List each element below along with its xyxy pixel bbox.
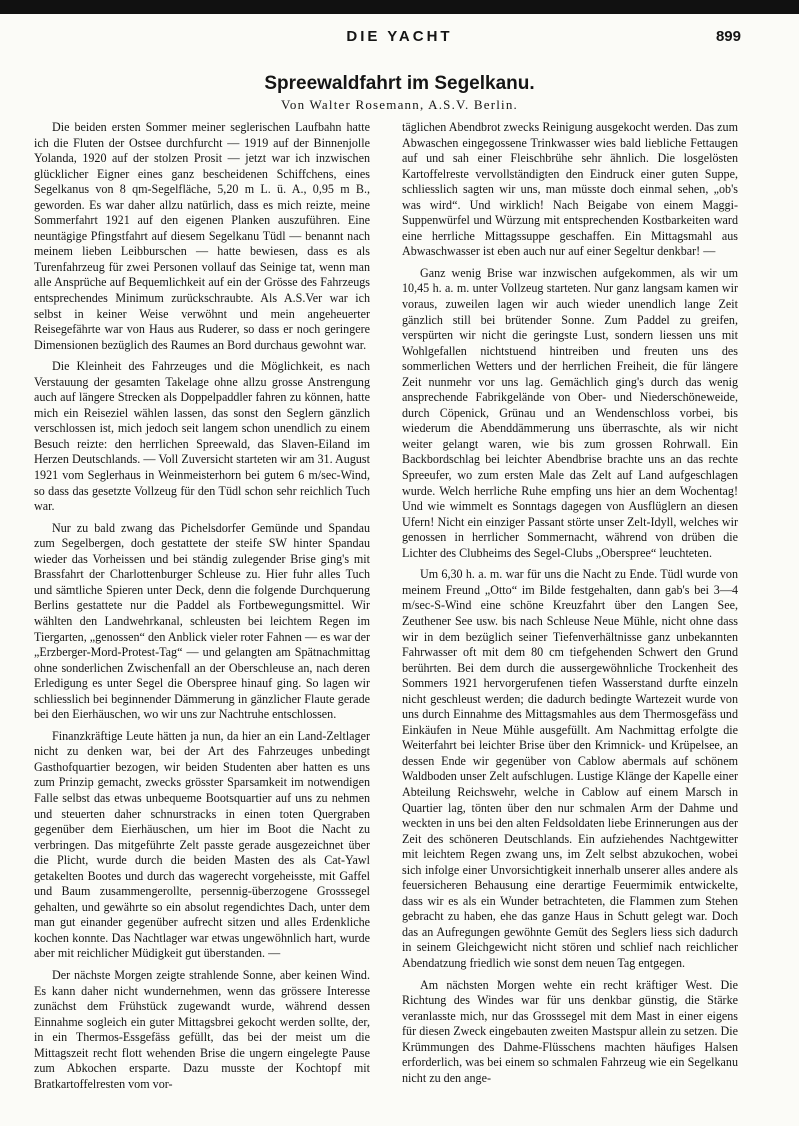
paragraph: Am nächsten Morgen wehte ein recht kräftiger West. Die Richtung des Windes war für uns denkbar günstig, die Stärke veranlasste mich, nur das Grosssegel mit dem Mast in einer eigens für diesen Zweck eingebauten zweiten Mastspur allein zu setzen. Die Krümmungen des Dahme-Flüsschens machten häufiges Halsen erforderlich, was bei einem so schmalen Fahrzeug wie ein Segelkanu nicht zu den ange-	[402, 977, 738, 1085]
article-title: Spreewaldfahrt im Segelkanu.	[264, 73, 535, 94]
page-number: 899	[715, 28, 741, 45]
paragraph: Die beiden ersten Sommer meiner seglerischen Laufbahn hatte ich die Fluten der Ostsee durchfurcht — 1919 auf der Binnenjolle Yolanda, 1920 auf der stolzen Prosit — jetzt war ich inzwischen glücklicher Eigner eines ganz bescheidenen Schiffchens, eines Segelkanus von 8 qm-Segelfläche, 5,20 m L. ü. A., 0,95 m B., geworden. Es war daher allzu natürlich, dass es mich reizte, meine Sommerfahrt 1921 auf den eigenen Planken auszuführen. Eine neuntägige Pfingstfahrt auf diesem Segelkanu Tüdl — benannt nach meinem lieben Leibburschen — hatte bewiesen, dass es als Turenfahrzeug für zwei Personen vollauf das Seinige tat, wenn man alle Ansprüche auf Bequemlichkeit auf ein der Grösse des Fahrzeugs entsprechendes Minimum zurückschraubte. Als A.S.Ver war ich selbst in keiner Weise verwöhnt und mein angeheuerter Reisegefährte war von Haus aus Ruderer, so dass er noch geringere Dimensionen bezüglich des Raumes an Bord durchaus gewohnt war.	[34, 120, 370, 352]
journal-title: DIE YACHT	[346, 28, 453, 45]
paragraph: Nur zu bald zwang das Pichelsdorfer Gemünde und Spandau zum Segelbergen, doch gestattete der steife SW hinter Spandau wieder das Vorheissen und bei ständig zulegender Brise ging's mit Brassfahrt der Charlottenburger Schleuse zu. Hier fuhr alles Tuch und sämtliche Spieren unter Deck, denn die folgende Durchquerung Berlins gestattete nur die Paddel als Fortbewegungsmittel. Wir wählten den Landwehrkanal, schleusten bei leichtem Regen im Tiergarten, „genossen“ den Anblick vieler roter Fahnen — es war der „Erzberger-Mord-Protest-Tag“ — und gelangten am Spätnachmittag ohne sonderlichen Zwischenfall an der Oberschleuse an, nach deren Erledigung es unter Segel die Oberspree hinauf ging. So lagen wir schliesslich bei beginnender Dämmerung in gänzlicher Flaute gerade bei den Eierhäuschen, wo wir uns zur Nachtruhe entschlossen.	[34, 520, 370, 722]
paragraph: Um 6,30 h. a. m. war für uns die Nacht zu Ende. Tüdl wurde von meinem Freund „Otto“ im Bilde festgehalten, dann gab's bei 3—4 m/sec-S-Wind eine schöne Kreuzfahrt über den Langen See, Zeuthener See usw. bis nach Schleuse Neue Mühle, nicht ohne dass wir in dem bezüglich seiner Tiefenverhältnisse ganz unbekannten Fahrwasser oft mit dem 80 cm tiefgehenden Schwert den Grund berührten. Bei dem durch die aussergewöhnliche Trockenheit des Sommers 1921 hervorgerufenen tiefen Wasserstand durfte einzeln nicht geschleust werden; die dadurch bedingte Wartezeit wurde von uns durch Einnahme des Mittagsmahles aus dem Thermosgefäss und Einkäufen in Neue Mühle ausgefüllt. Am Nachmittag erfolgte die Weiterfahrt bei leichter Brise über den Krimnick- und Krüpelsee, an dessen Ende wir gegenüber von Cablow abermals auf schönem Waldboden unser Zelt aufschlugen. Lustige Klänge der Kapelle einer Abteilung Reichswehr, welche in Cablow auf einem Marsch in Quartier lag, tönten über den nur schmalen Arm der Dahme und weckten in uns bei den alten Feldsoldaten liebe Erinnerungen aus der Zeit des schöneren Deutschlands. Ein aufziehendes Nachtgewitter mit leichtem Regen zwang uns, im Zelt selbst abzukochen, wobei sich infolge einer Unvorsichtigkeit innerhalb unserer alles andere als feuersicheren Behausung eine derartige Feuermimik entwickelte, dass wir es als ein Wunder betrachteten, die Flammen zum Stehen gebracht zu haben, ehe das ganze Haus in Schutt gelegt war. Doch das an Aufregungen gewöhnte Gemüt des Seglers liess sich dadurch in seinem Gleichgewicht nicht stören und schlief nach reichlicher Abendatzung friedlich wie sonst dem neuen Tag entgegen.	[402, 567, 738, 970]
page-top-edge	[0, 0, 799, 14]
paragraph: Ganz wenig Brise war inzwischen aufgekommen, als wir um 10,45 h. a. m. unter Vollzeug starteten. Nur ganz langsam kamen wir voraus, zuweilen lagen wir auch wieder unendlich lange Zeit gänzlich still bei brütender Sonne. Zum Paddel zu greifen, verspürten wir nicht die geringste Lust, sondern liessen uns mit Wohlgefallen nichtstuend hintreiben und freuten uns des sommerlichen Wetters und der herrlichen Freiheit, die für längere Zeit nunmehr vor uns lag. Gemächlich ging's durch das wenig ansprechende Fabrikgelände von Ober- und Niederschöneweide, durch Cöpenick, Grünau und an Wendenschloss vorbei, bis wiederum die Abenddämmerung uns überraschte, als wir nicht weiter gelangt waren, wie bis zum grossen Rohrwall. Ein Backbordschlag bei leichter Abendbrise brachte uns an das rechte Spreeufer, wo zum ersten Male das Zelt auf Land aufgeschlagen wurde. Welch herrliche Ruhe empfing uns hier an dem Wochentag! Und wie wimmelt es Sonntags dagegen von Ausflüglern an diesen Ufern! Nicht ein einziger Passant störte unser Zelt-Idyll, welches wir genossen in herrlicher Sommernacht, während von drüben die Lichter des Clubheims des Segel-Clubs „Oberspree“ leuchteten.	[402, 265, 738, 560]
running-header	[36, 28, 763, 54]
right-column	[402, 120, 738, 1110]
paragraph: Der nächste Morgen zeigte strahlende Sonne, aber keinen Wind. Es kann daher nicht wundernehmen, wenn das grössere Interesse zunächst dem Frühstück zugewandt wurde, während dessen Einnahme sogleich ein guter Mittagsbrei gekocht werden sollte, der, in ein Thermos-Essgefäss gefüllt, das bei der meist um die Mittagszeit recht flott wehenden Brise die ungern eingelegte Pause zum Abkochen ersparte. Dazu musste der Kochtopf mit Bratkartoffelresten vom vor-	[34, 967, 370, 1091]
paragraph-continued: täglichen Abendbrot zwecks Reinigung ausgekocht werden. Das zum Abwaschen eingegossene Trinkwasser wies bald liebliche Fettaugen auf und sah einer Fleischbrühe sehr ähnlich. Die losgelösten Kartoffelreste vervollständigten den Eindruck einer guten Suppe, schliesslich sagten wir uns, man müsste doch einmal sehen, „ob's was wird“. Und wirklich! Nach Beigabe von einem Maggi-Suppenwürfel und Würzung mit entsprechenden Kostbarkeiten ward eine herrliche Mittagssuppe geschaffen. Ein Mittagsmahl aus Abwaschwasser ist eben auch nur auf einer Segeltur denkbar! —	[402, 120, 738, 259]
left-column	[34, 120, 370, 1110]
article-byline: Von Walter Rosemann, A.S.V. Berlin.	[280, 97, 519, 112]
paragraph: Finanzkräftige Leute hätten ja nun, da hier an ein Land-Zeltlager nicht zu denken war, bei der Art des Fahrzeuges unbedingt Gasthofquartier bezogen, wir beiden Studenten aber hatten es uns zum Prinzip gemacht, zwecks grösster Sparsamkeit im notwendigen Falle selbst das etwas unbequeme Bootsquartier auf uns zu nehmen und steuerten daher schnurstracks in einen toten Quergraben gegenüber dem Eierhäuschen, um hier im Boot die Nacht zu verbringen. Das mitgeführte Zelt passte gerade ausgezeichnet über die Plicht, wurde durch die beiden Masten des als Cat-Yawl getakelten Bootes und durch das wagerecht vorgeheisste, mit Gaffel und Baum zusammengerollte, persennig-überzogene Grosssegel gehalten, und gewährte so ein absolut regendichtes Dach, unter dem man gut einander gegenüber aufrecht sitzen und alles Erdenkliche kochen konnte. Das Nachtlager war etwas ungewöhnlich hart, wurde aber mit reichlicher Müdigkeit gut überstanden. —	[34, 728, 370, 961]
paragraph: Die Kleinheit des Fahrzeuges und die Möglichkeit, es nach Verstauung der gesamten Takelage ohne allzu grosse Anstrengung auch auf längere Strecken als Doppelpaddler fahren zu können, hatte mich ein Reiseziel wählen lassen, das sonst den Seglern gänzlich verschlossen ist, mich jedoch seit langem schon unendlich zu einem Besuch reizte: den herrlichen Spreewald, das Slaven-Eiland im Herzen Deutschlands. — Voll Zuversicht starteten wir am 31. August 1921 vom Seglerhaus in Weinmeisterhorn bei gutem 6 m/sec-Wind, so dass das gesetzte Vollzeug für den Tüdl schon sehr reichlich Tuch war.	[34, 359, 370, 514]
